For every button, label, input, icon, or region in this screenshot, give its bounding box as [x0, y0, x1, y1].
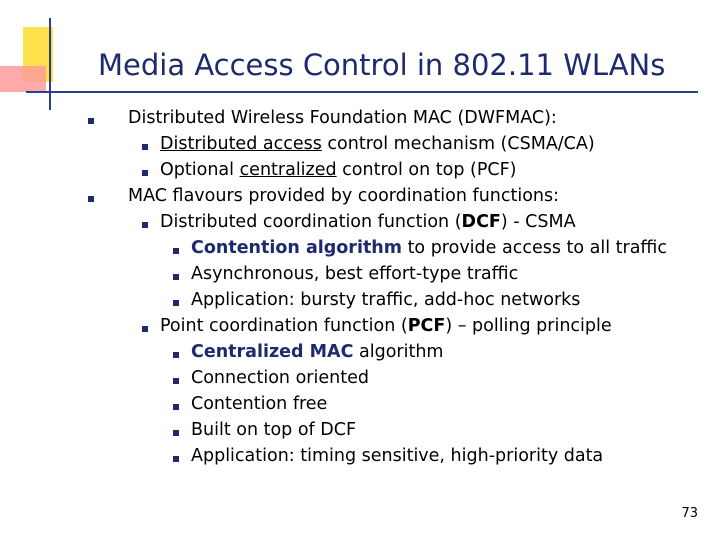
bullet-marker — [173, 456, 179, 462]
bullet-mac-flavours: MAC flavours provided by coordination functions: — [128, 186, 560, 206]
title-underline — [26, 91, 698, 93]
bullet-marker — [142, 326, 148, 332]
bullet-dcf: Distributed coordination function (DCF) - CSMA — [160, 212, 576, 232]
bullet-marker — [88, 118, 94, 124]
slide-title: Media Access Control in 802.11 WLANs — [98, 48, 666, 82]
bullet-application-bursty: Application: bursty traffic, add-hoc networks — [191, 290, 581, 310]
bullet-dwfmac: Distributed Wireless Foundation MAC (DWFMAC): — [128, 108, 557, 128]
bullet-marker — [173, 430, 179, 436]
bullet-asynchronous: Asynchronous, best effort-type traffic — [191, 264, 519, 284]
bullet-marker — [142, 170, 148, 176]
bullet-built-on-dcf: Built on top of DCF — [191, 420, 357, 440]
bullet-connection-oriented: Connection oriented — [191, 368, 369, 388]
decorative-red-rectangle — [0, 66, 46, 92]
bullet-centralized-mac: Centralized MAC algorithm — [191, 342, 444, 362]
bullet-marker — [142, 144, 148, 150]
bullet-marker — [142, 222, 148, 228]
bullet-marker — [88, 196, 94, 202]
bullet-contention-algorithm: Contention algorithm to provide access to all traffic — [191, 238, 667, 258]
bullet-contention-free: Contention free — [191, 394, 328, 414]
decorative-vertical-line — [49, 18, 51, 110]
bullet-optional-centralized: Optional centralized control on top (PCF) — [160, 160, 517, 180]
bullet-marker — [173, 274, 179, 280]
bullet-pcf: Point coordination function (PCF) – polling principle — [160, 316, 612, 336]
bullet-marker — [173, 300, 179, 306]
bullet-marker — [173, 404, 179, 410]
page-number: 73 — [681, 506, 698, 521]
bullet-marker — [173, 248, 179, 254]
bullet-application-timing: Application: timing sensitive, high-priority data — [191, 446, 604, 466]
bullet-marker — [173, 378, 179, 384]
bullet-marker — [173, 352, 179, 358]
bullet-distributed-access: Distributed access control mechanism (CSMA/CA) — [160, 134, 595, 154]
